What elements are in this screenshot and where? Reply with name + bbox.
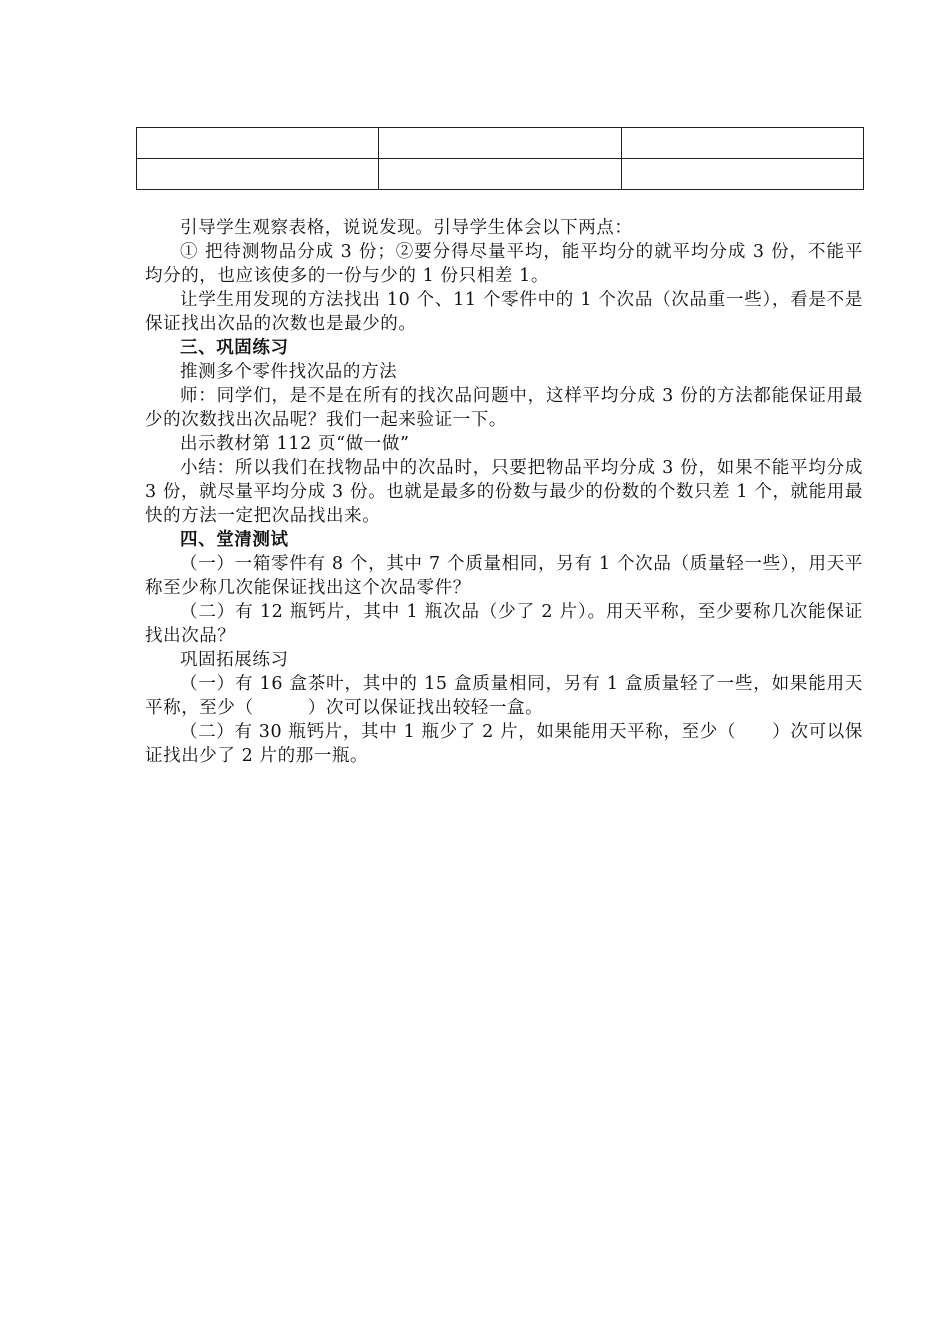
paragraph-extension-2: （二）有 30 瓶钙片，其中 1 瓶少了 2 片，如果能用天平称，至少（ ）次可以保证找出少了 2 片的那一瓶。: [145, 722, 863, 766]
paragraph-textbook: 出示教材第 112 页“做一做”: [180, 434, 410, 454]
table-row: [137, 159, 864, 190]
paragraph-method: 推测多个零件找次品的方法: [180, 362, 398, 382]
paragraph-find-defect: 让学生用发现的方法找出 10 个、11 个零件中的 1 个次品（次品重一些），看是不是保证找出次品的次数也是最少的。: [145, 290, 863, 334]
paragraph-summary: 小结：所以我们在找物品中的次品时，只要把物品平均分成 3 份，如果不能平均分成 3 份，就尽量平均分成 3 份。也就是最多的份数与最少的份数的个数只差 1 个，就能用最快的方法一定把次品找出来。: [145, 458, 863, 526]
paragraph-test-2: （二）有 12 瓶钙片，其中 1 瓶次品（少了 2 片）。用天平称，至少要称几次能保证找出次品？: [145, 602, 863, 646]
paragraph-extension-title: 巩固拓展练习: [180, 650, 289, 670]
paragraph-test-1: （一）一箱零件有 8 个，其中 7 个质量相同，另有 1 个次品（质量轻一些），用天平称至少称几次能保证找出这个次品零件？: [145, 554, 863, 598]
document-body: [145, 216, 863, 768]
paragraph-teacher: 师：同学们，是不是在所有的找次品问题中，这样平均分成 3 份的方法都能保证用最少的次数找出次品呢？我们一起来验证一下。: [145, 386, 863, 430]
section-heading-practice: 三、巩固练习: [180, 338, 289, 358]
paragraph-extension-1: （一）有 16 盒茶叶，其中的 15 盒质量相同，另有 1 盒质量轻了一些，如果能用天平称，至少（ ）次可以保证找出较轻一盒。: [145, 674, 863, 718]
paragraph-observe-table: 引导学生观察表格，说说发现。引导学生体会以下两点：: [180, 218, 633, 238]
table-cell: [137, 159, 379, 190]
table-cell: [379, 159, 621, 190]
section-heading-test: 四、堂清测试: [180, 530, 289, 550]
paragraph-two-points: ① 把待测物品分成 3 份；②要分得尽量平均，能平均分的就平均分成 3 份，不能平均分的，也应该使多的一份与少的 1 份只相差 1。: [145, 242, 863, 286]
table-cell: [621, 159, 863, 190]
table-cell: [379, 128, 621, 159]
table-cell: [621, 128, 863, 159]
table-cell: [137, 128, 379, 159]
empty-table: [136, 127, 864, 190]
table-row: [137, 128, 864, 159]
